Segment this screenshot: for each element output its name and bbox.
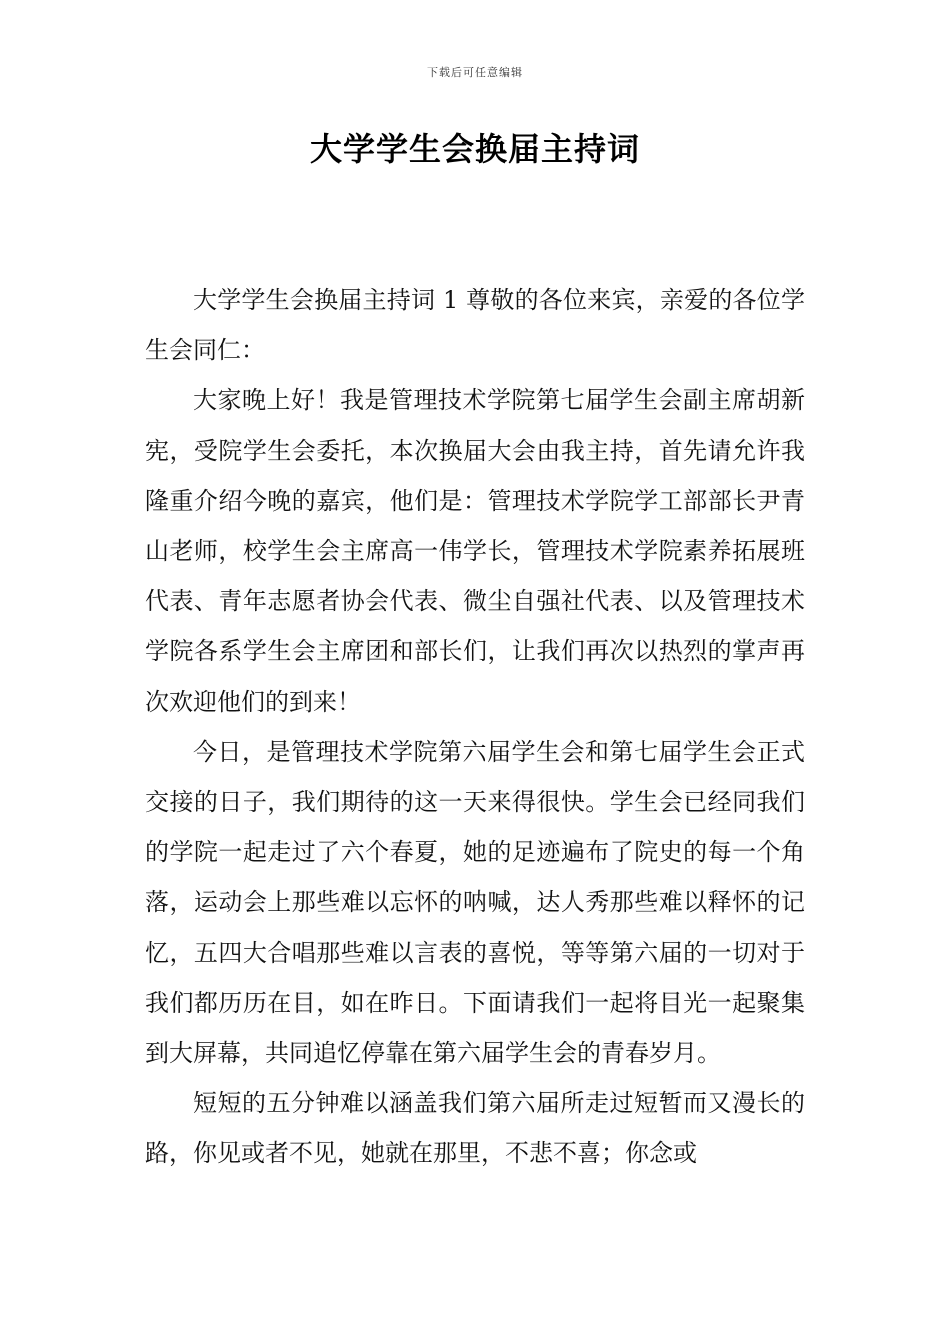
paragraph-3: 今日，是管理技术学院第六届学生会和第七届学生会正式交接的日子，我们期待的这一天来得很快。学生会已经同我们的学院一起走过了六个春夏，她的足迹遍布了院史的每一个角落，运动会上那些难以忘怀的呐喊，达人秀那些难以释怀的记忆，五四大合唱那些难以言表的喜悦，等等第六届的一切对于我们都历历在目，如在昨日。下面请我们一起将目光一起聚集到大屏幕，共同追忆停靠在第六届学生会的青春岁月。	[145, 737, 805, 1068]
paragraph-4: 短短的五分钟难以涵盖我们第六届所走过短暂而又漫长的路，你见或者不见，她就在那里，不悲不喜；你念或	[145, 1089, 805, 1168]
page-title: 大学学生会换届主持词	[309, 130, 640, 168]
paragraph-1: 大学学生会换届主持词 1 尊敬的各位来宾，亲爱的各位学生会同仁：	[145, 286, 805, 365]
paragraph-2: 大家晚上好！我是管理技术学院第七届学生会副主席胡新宪，受院学生会委托，本次换届大会由我主持，首先请允许我隆重介绍今晚的嘉宾，他们是：管理技术学院学工部部长尹青山老师，校学生会主席高一伟学长，管理技术学院素养拓展班代表、青年志愿者协会代表、微尘自强社代表、以及管理技术学院各系学生会主席团和部长们，让我们再次以热烈的掌声再次欢迎他们的到来！	[145, 386, 805, 716]
document-body	[145, 275, 805, 1179]
header-note: 下载后可任意编辑	[427, 66, 523, 79]
